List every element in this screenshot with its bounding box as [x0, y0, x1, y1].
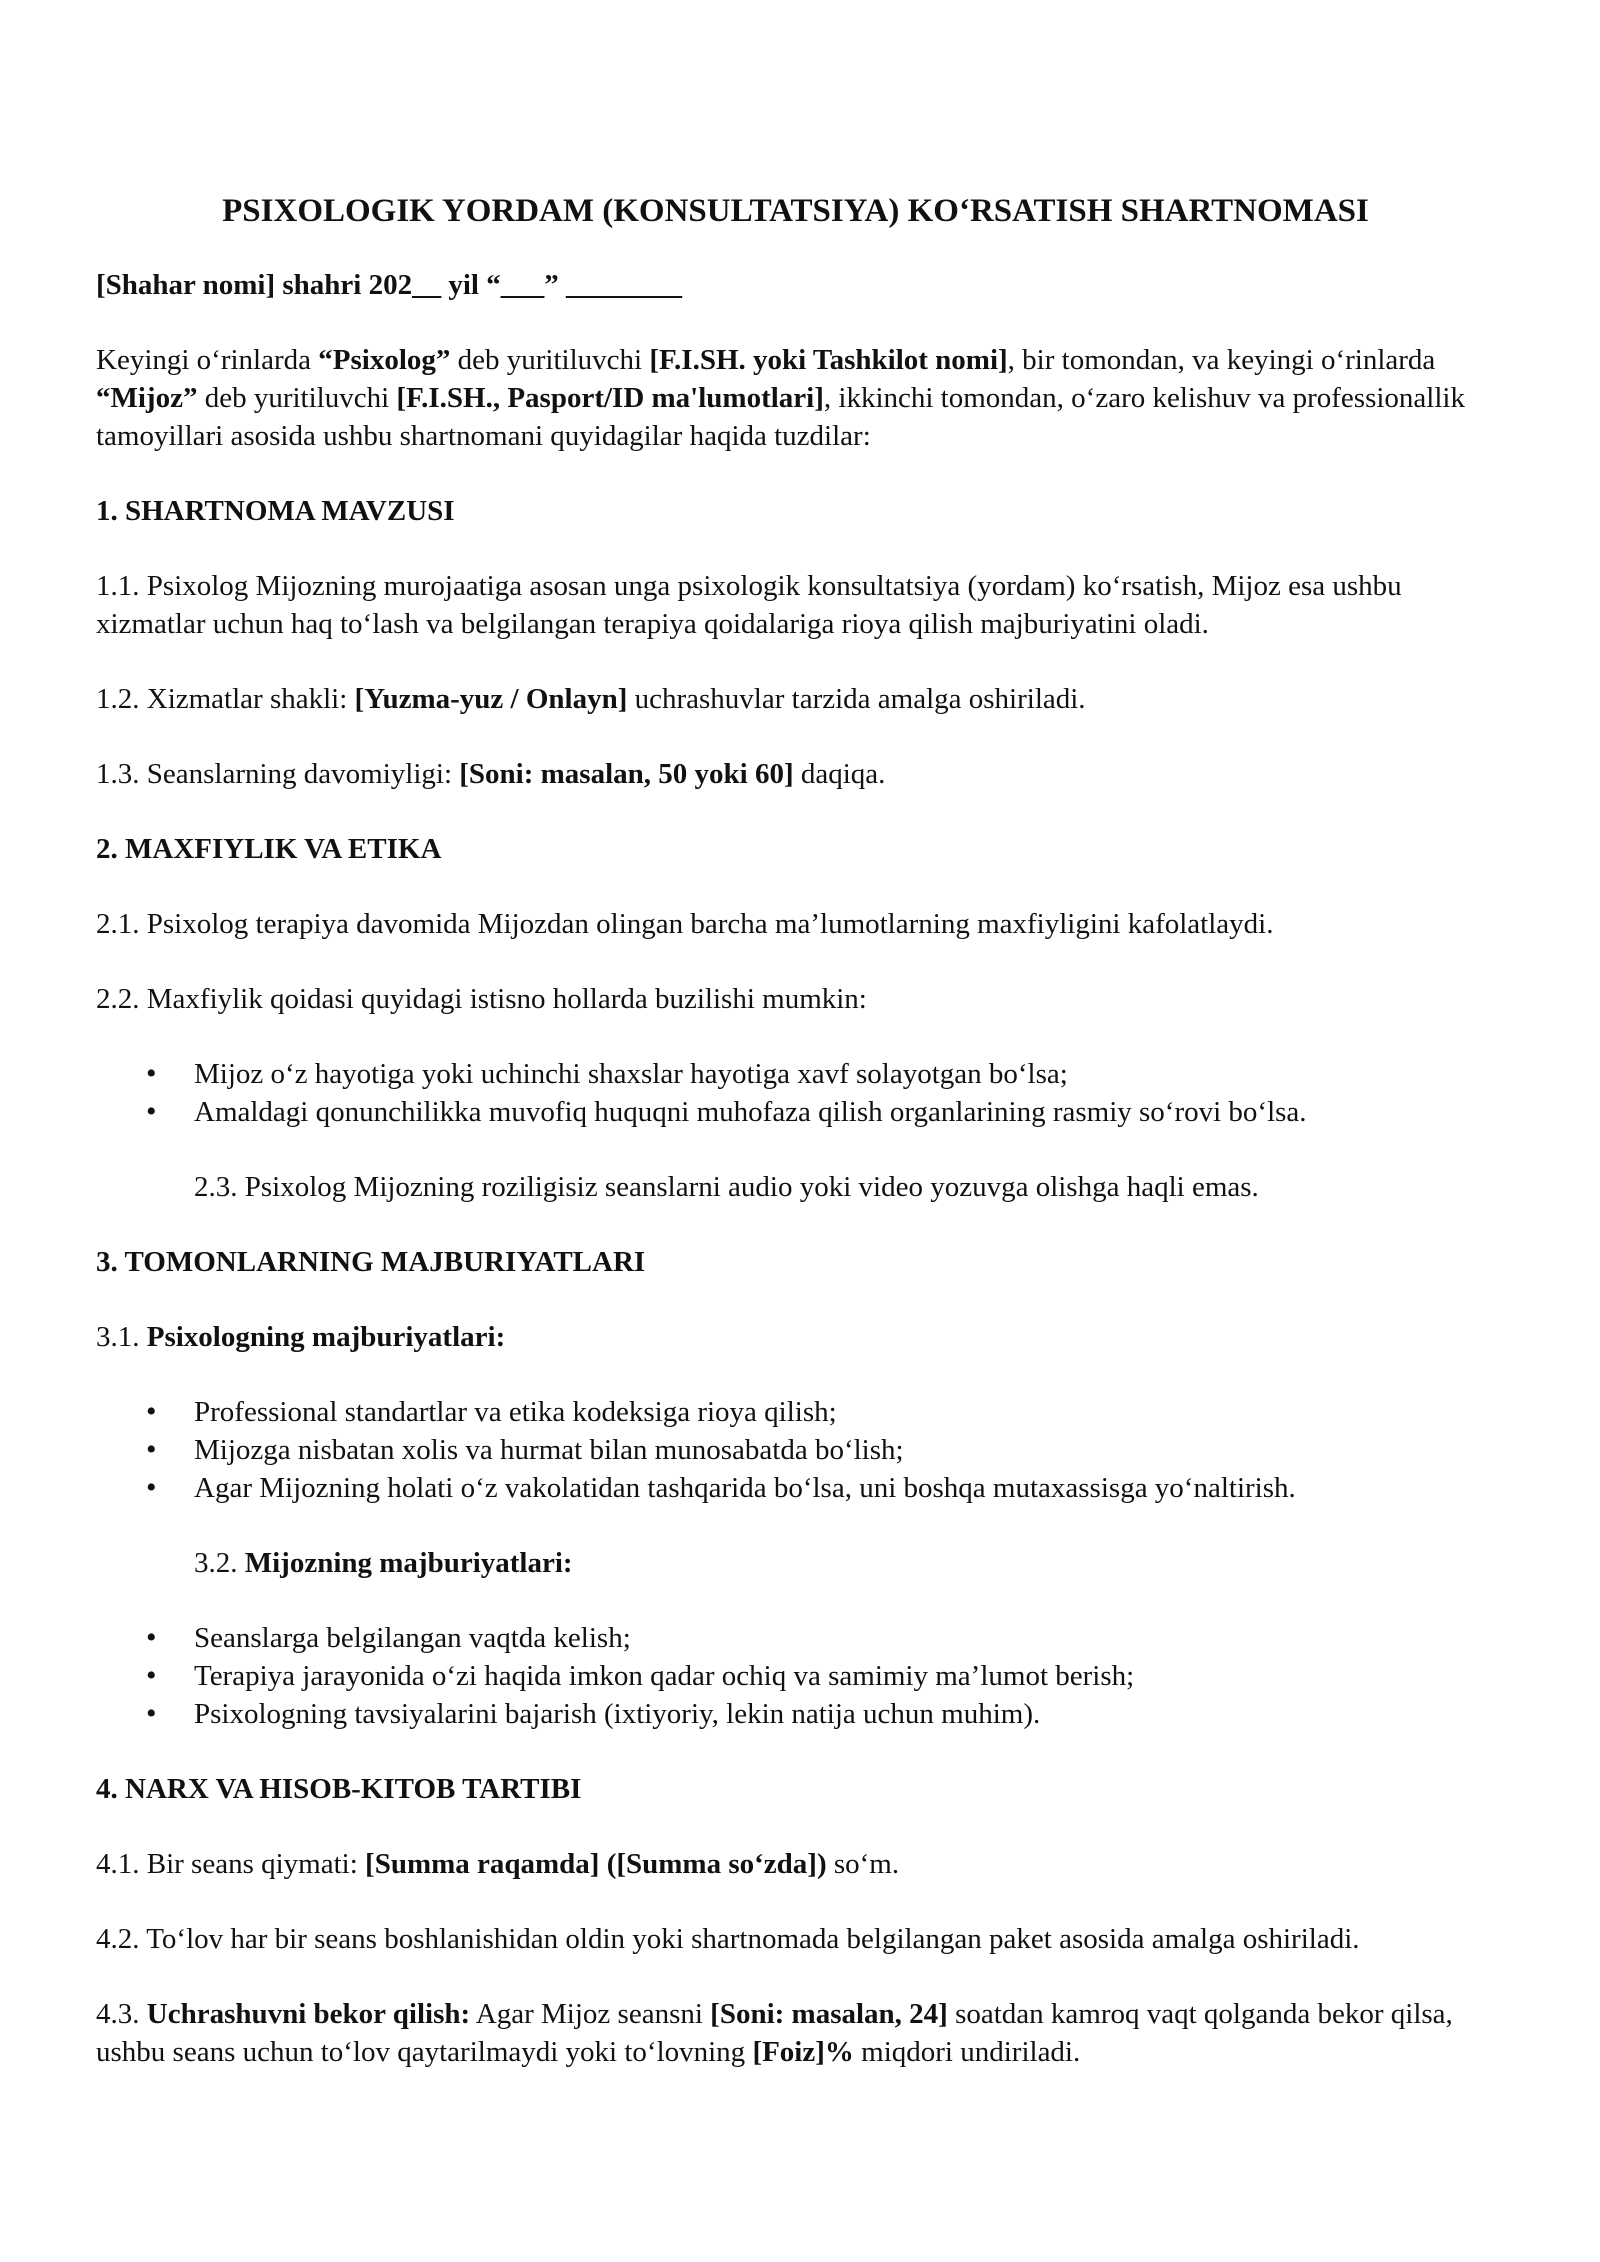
mijoz-term: “Mijoz”: [96, 382, 198, 414]
section-heading-3: 3. TOMONLARNING MAJBURIYATLARI: [96, 1246, 646, 1278]
clause-1-1: 1.1. Psixolog Mijozning murojaatiga asosan unga psixologik konsultatsiya (yordam) ko‘rsatish, Mijoz esa ushbu xizmatlar uchun haq to‘lash va belgilangan terapiya qoidalariga rioya qilish majburiyatini oladi.: [96, 570, 1402, 640]
exceptions-list: [96, 1055, 1465, 1131]
list-item: • Agar Mijozning holati o‘z vakolatidan tashqarida bo‘lsa, uni boshqa mutaxassisga yo‘naltirish.: [96, 1469, 1465, 1507]
percent-placeholder: [Foiz]%: [752, 2036, 854, 2068]
clause-subtitle: Mijozning majburiyatlari:: [244, 1547, 573, 1579]
clause-text: soatdan kamroq vaqt qolganda bekor qilsa, ushbu seans uchun to‘lov qaytarilmaydi yoki to‘lovning: [96, 1998, 1453, 2068]
clause-number: 3.2.: [194, 1547, 245, 1579]
date-line-text: [Shahar nomi] shahri 202__ yil “___” ________: [96, 269, 682, 301]
intro-text: , bir tomondan, va keyingi o‘rinlarda: [1007, 344, 1436, 376]
intro-text: , ikkinchi tomondan, o‘zaro kelishuv va professionallik tamoyillari asosida ushbu shartnomani quyidagilar haqida tuzdilar:: [96, 382, 1465, 452]
list-item: • Psixologning tavsiyalarini bajarish (ixtiyoriy, lekin natija uchun muhim).: [96, 1695, 1465, 1733]
clause-text: Agar Mijoz seansni: [470, 1998, 711, 2030]
clause-text: miqdori undiriladi.: [853, 2036, 1081, 2068]
hours-placeholder: [Soni: masalan, 24]: [710, 1998, 948, 2030]
psixolog-term: “Psixolog”: [318, 344, 451, 376]
list-item: • Amaldagi qonunchilikka muvofiq huquqni muhofaza qilish organlarining rasmiy so‘rovi bo‘lsa.: [96, 1093, 1465, 1131]
clause-3-1: [96, 1318, 1465, 1356]
psixolog-name-placeholder: [F.I.SH. yoki Tashkilot nomi]: [649, 344, 1008, 376]
price-placeholder: [Summa raqamda] ([Summa so‘zda]): [365, 1848, 827, 1880]
clause-1-2: [96, 680, 1465, 718]
clause-text: so‘m.: [826, 1848, 900, 1880]
clause-text: 4.1. Bir seans qiymati:: [96, 1848, 366, 1880]
intro-text: deb yuritiluvchi: [197, 382, 397, 414]
intro-text: Keyingi o‘rinlarda: [96, 344, 319, 376]
clause-4-2: 4.2. To‘lov har bir seans boshlanishidan oldin yoki shartnomada belgilangan paket asosida amalga oshiriladi.: [96, 1923, 1360, 1955]
list-item: • Mijozga nisbatan xolis va hurmat bilan munosabatda bo‘lish;: [96, 1431, 1465, 1469]
clause-4-1: [96, 1845, 1465, 1883]
list-item: • Mijoz o‘z hayotiga yoki uchinchi shaxslar hayotiga xavf solayotgan bo‘lsa;: [96, 1055, 1465, 1093]
clause-subtitle: Psixologning majburiyatlari:: [146, 1321, 506, 1353]
intro-text: deb yuritiluvchi: [450, 344, 650, 376]
clause-2-3: 2.3. Psixolog Mijozning roziligisiz seanslarni audio yoki video yozuvga olishga haqli emas.: [194, 1171, 1259, 1203]
list-item: • Terapiya jarayonida o‘zi haqida imkon qadar ochiq va samimiy ma’lumot berish;: [96, 1657, 1465, 1695]
clause-number: 3.1.: [96, 1321, 147, 1353]
clause-2-2: 2.2. Maxfiylik qoidasi quyidagi istisno hollarda buzilishi mumkin:: [96, 983, 867, 1015]
clause-4-3: [96, 1995, 1465, 2071]
service-form-placeholder: [Yuzma-yuz / Onlayn]: [354, 683, 628, 715]
duration-placeholder: [Soni: masalan, 50 yoki 60]: [459, 758, 794, 790]
mijoz-details-placeholder: [F.I.SH., Pasport/ID ma'lumotlari]: [396, 382, 824, 414]
mijoz-duties-list: [96, 1619, 1465, 1733]
document-title: PSIXOLOGIK YORDAM (KONSULTATSIYA) KO‘RSATISH SHARTNOMASI: [222, 193, 1369, 229]
clause-subtitle: Uchrashuvni bekor qilish:: [146, 1998, 471, 2030]
section-heading-2: 2. MAXFIYLIK VA ETIKA: [96, 833, 442, 865]
psixolog-duties-list: [96, 1393, 1465, 1507]
section-heading-1: 1. SHARTNOMA MAVZUSI: [96, 495, 455, 527]
clause-text: 1.2. Xizmatlar shakli:: [96, 683, 355, 715]
clause-text: uchrashuvlar tarzida amalga oshiriladi.: [627, 683, 1086, 715]
clause-text: 1.3. Seanslarning davomiyligi:: [96, 758, 460, 790]
clause-3-2: [96, 1544, 1465, 1582]
intro-paragraph: [96, 341, 1465, 455]
clause-1-3: [96, 755, 1465, 793]
section-heading-4: 4. NARX VA HISOB-KITOB TARTIBI: [96, 1773, 582, 1805]
clause-text: daqiqa.: [793, 758, 886, 790]
clause-2-1: 2.1. Psixolog terapiya davomida Mijozdan olingan barcha ma’lumotlarning maxfiyligini kafolatlaydi.: [96, 908, 1274, 940]
list-item: • Seanslarga belgilangan vaqtda kelish;: [96, 1619, 1465, 1657]
date-line: [96, 266, 1465, 304]
list-item: • Professional standartlar va etika kodeksiga rioya qilish;: [96, 1393, 1465, 1431]
clause-number: 4.3.: [96, 1998, 147, 2030]
